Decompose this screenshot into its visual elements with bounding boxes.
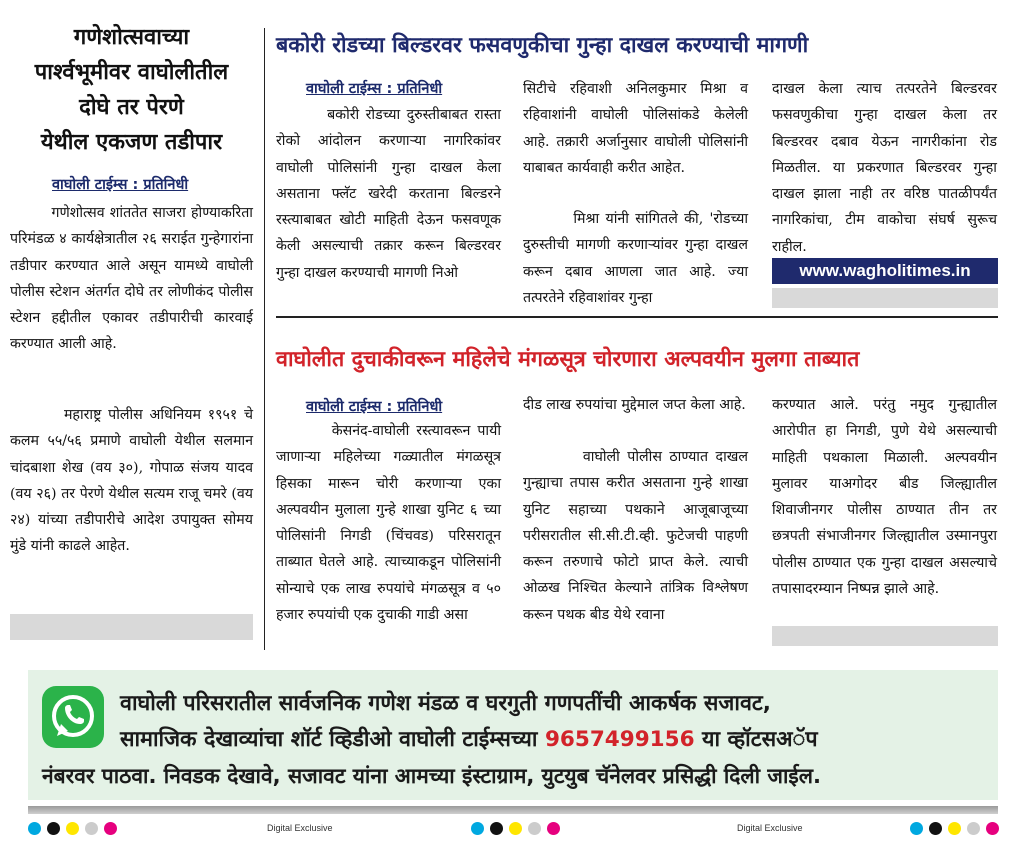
- magenta-dot: [104, 822, 117, 835]
- story2-column-2b: वाघोली पोलीस ठाण्यात दाखल गुन्ह्याचा तपास करीत असताना गुन्हे शाखा युनिट सहाच्या पथकाने आजूबाजूच्या परीसरातील सी.सी.टी.व्ही. फुटेजची पाहणी करून तरुणाचे फोटो प्राप्त केले. त्याची ओळख निश्चित केल्याने तांत्रिक विश्लेषण करून पथक बीड येथे रवाना: [523, 449, 753, 623]
- left-story: [10, 20, 258, 648]
- story1-column-3: दाखल केला त्याच तत्परतेने बिल्डरवर फसवणुकीचा गुन्हा दाखल केला तर बिल्डरवर दबाव येऊन नागरीकांना रोड मिळतील. या प्रकरणात बिल्डरवर गुन्हा दाखल झाला नाही तर वरिष्ठ पातळीपर्यंत नागरिकांचा, टीम वाकोचा संघर्ष सुरूच राहील.: [772, 81, 997, 255]
- story1-headline: बकोरी रोडच्या बिल्डरवर फसवणुकीचा गुन्हा दाखल करण्याची मागणी: [276, 33, 809, 58]
- story1-column-1: बकोरी रोडच्या दुरुस्तीबाबत रास्ता रोको आंदोलन करणाऱ्या नागरिकांवर वाघोली पोलिसांनी गुन्हा दाखल केला असताना फ्लॅट खरेदी करताना बिल्डरने रस्त्याबाबत खोटी माहिती देऊन फसवणूक केली असल्याची तक्रार करून बिल्डरवर गुन्हा दाखल करण्याची मागणी निओ: [276, 107, 506, 281]
- whatsapp-icon[interactable]: [42, 686, 104, 748]
- footer-label-left: Digital Exclusive: [267, 823, 333, 833]
- story1-byline: वाघोली टाईम्स : प्रतिनिधी: [306, 81, 443, 97]
- website-url[interactable]: www.wagholitimes.in: [772, 258, 998, 284]
- left-headline: [10, 20, 253, 160]
- story2-headline: वाघोलीत दुचाकीवरून महिलेचे मंगळसूत्र चोरणारा अल्पवयीन मुलगा ताब्यात: [276, 347, 860, 372]
- footer-rule: [28, 806, 998, 814]
- gray-dot: [85, 822, 98, 835]
- story-divider: [276, 316, 998, 318]
- gray-dot: [528, 822, 541, 835]
- whatsapp-ad-banner: [28, 670, 998, 800]
- left-paragraph-2: महाराष्ट्र पोलीस अधिनियम १९५१ चे कलम ५५/५६ प्रमाणे वाघोली येथील सलमान चांदबाशा शेख (वय ३०), गोपाळ संजय यादव (वय २६) तर पेरणे येथील सत्यम राजू चमरे (वय २४) यांच्या तडीपारीचे आदेश उपायुक्त सोमय मुंडे यांनी काढले आहेत.: [10, 407, 258, 555]
- story2-column-3: करण्यात आले. परंतु नमुद गुन्ह्यातील आरोपीत हा निगडी, पुणे येथे असल्याची माहिती पथकाला मिळाली. अल्पवयीन मुलावर याअगोदर बीड जिल्ह्यातील शिवाजीनगर पोलीस ठाण्यात तीन तर छत्रपती संभाजीनगर जिल्ह्यातील उस्मानपुरा पोलीस ठाण्यात एक गुन्हा दाखल असल्याचे तपासादरम्यान निष्पन्न झाले आहे.: [772, 397, 997, 598]
- magenta-dot: [547, 822, 560, 835]
- whatsapp-phone-number[interactable]: 9657499156: [544, 727, 695, 752]
- story2-column-2a: दीड लाख रुपयांचा मुद्देमाल जप्त केला आहे.: [523, 397, 746, 413]
- ad-line-3: नंबरवर पाठवा. निवडक देखावे, सजावट यांना आमच्या इंस्टाग्राम, युटयुब चॅनेलवर प्रसिद्धी दिली जाईल.: [42, 764, 821, 788]
- black-dot: [929, 822, 942, 835]
- cyan-dot: [471, 822, 484, 835]
- ad-line-2: [120, 724, 818, 753]
- column-divider: [264, 28, 265, 650]
- footer-label-right: Digital Exclusive: [737, 823, 803, 833]
- left-headline-line: येथील एकजण तडीपार: [40, 130, 223, 155]
- left-byline: वाघोली टाईम्स : प्रतिनिधी: [52, 177, 189, 193]
- yellow-dot: [509, 822, 522, 835]
- left-paragraph-1: गणेशोत्सव शांततेत साजरा होण्याकरिता परिमंडळ ४ कार्यक्षेत्रातील २६ सराईत गुन्हेगारांना तडीपार करण्यात आले असून यामध्ये वाघोली पोलीस स्टेशन अंतर्गत दोघे तर लोणीकंद पोलीस स्टेशन हद्दीतील एकावर तडीपारीची कारवाई करण्यात आली आहे.: [10, 205, 258, 353]
- yellow-dot: [948, 822, 961, 835]
- black-dot: [47, 822, 60, 835]
- ad-line-2-end: या व्हॉटसअॅप: [694, 727, 818, 752]
- left-headline-line: पार्श्वभूमीवर वाघोलीतील: [34, 60, 229, 85]
- cyan-dot: [910, 822, 923, 835]
- left-headline-line: दोघे तर पेरणे: [79, 95, 184, 120]
- story2-column-1: केसनंद-वाघोली रस्त्यावरून पायी जाणाऱ्या महिलेच्या गळ्यातील मंगळसूत्र हिसका मारून चोरी करणाऱ्या एका अल्पवयीन मुलाला गुन्हे शाखा युनिट ६ च्या पोलिसांनी निगडी (चिंचवड) परिसरातून ताब्यात घेतले आहे. त्याच्याकडून पोलिसांनी सोन्याचे एक लाख रुपयांचे मंगळसूत्र व ५० हजार रुपयांची एक दुचाकी गाडी असा: [276, 423, 506, 624]
- black-dot: [490, 822, 503, 835]
- gray-dot: [967, 822, 980, 835]
- story2-gray-bar: [772, 626, 998, 646]
- yellow-dot: [66, 822, 79, 835]
- ad-line-2-start: सामाजिक देखाव्यांचा शॉर्ट व्हिडीओ वाघोली टाईम्सच्या: [120, 727, 545, 752]
- story1-column-2a: सिटीचे रहिवाशी अनिलकुमार मिश्रा व रहिवाशांनी वाघोली पोलिसांकडे केलेली आहे. तक्रारी अर्जानुसार वाघोली पोलिसांनी याबाबत कार्यवाही करीत आहेत.: [523, 81, 748, 176]
- story2-byline: वाघोली टाईम्स : प्रतिनिधी: [306, 399, 443, 415]
- ad-line-1: वाघोली परिसरातील सार्वजनिक गणेश मंडळ व घरगुती गणपतींची आकर्षक सजावट,: [120, 691, 771, 716]
- left-gray-bar: [10, 614, 253, 640]
- left-headline-line: गणेशोत्सवाच्या: [73, 25, 190, 50]
- story1-column-2b: मिश्रा यांनी सांगितले की, 'रोडच्या दुरुस्तीची मागणी करणाऱ्यांवर गुन्हा दाखल करून दबाव आणला जात आहे. ज्या तत्परतेने रहिवाशांवर गुन्हा: [523, 211, 753, 306]
- cyan-dot: [28, 822, 41, 835]
- magenta-dot: [986, 822, 999, 835]
- story1-gray-bar: [772, 288, 998, 308]
